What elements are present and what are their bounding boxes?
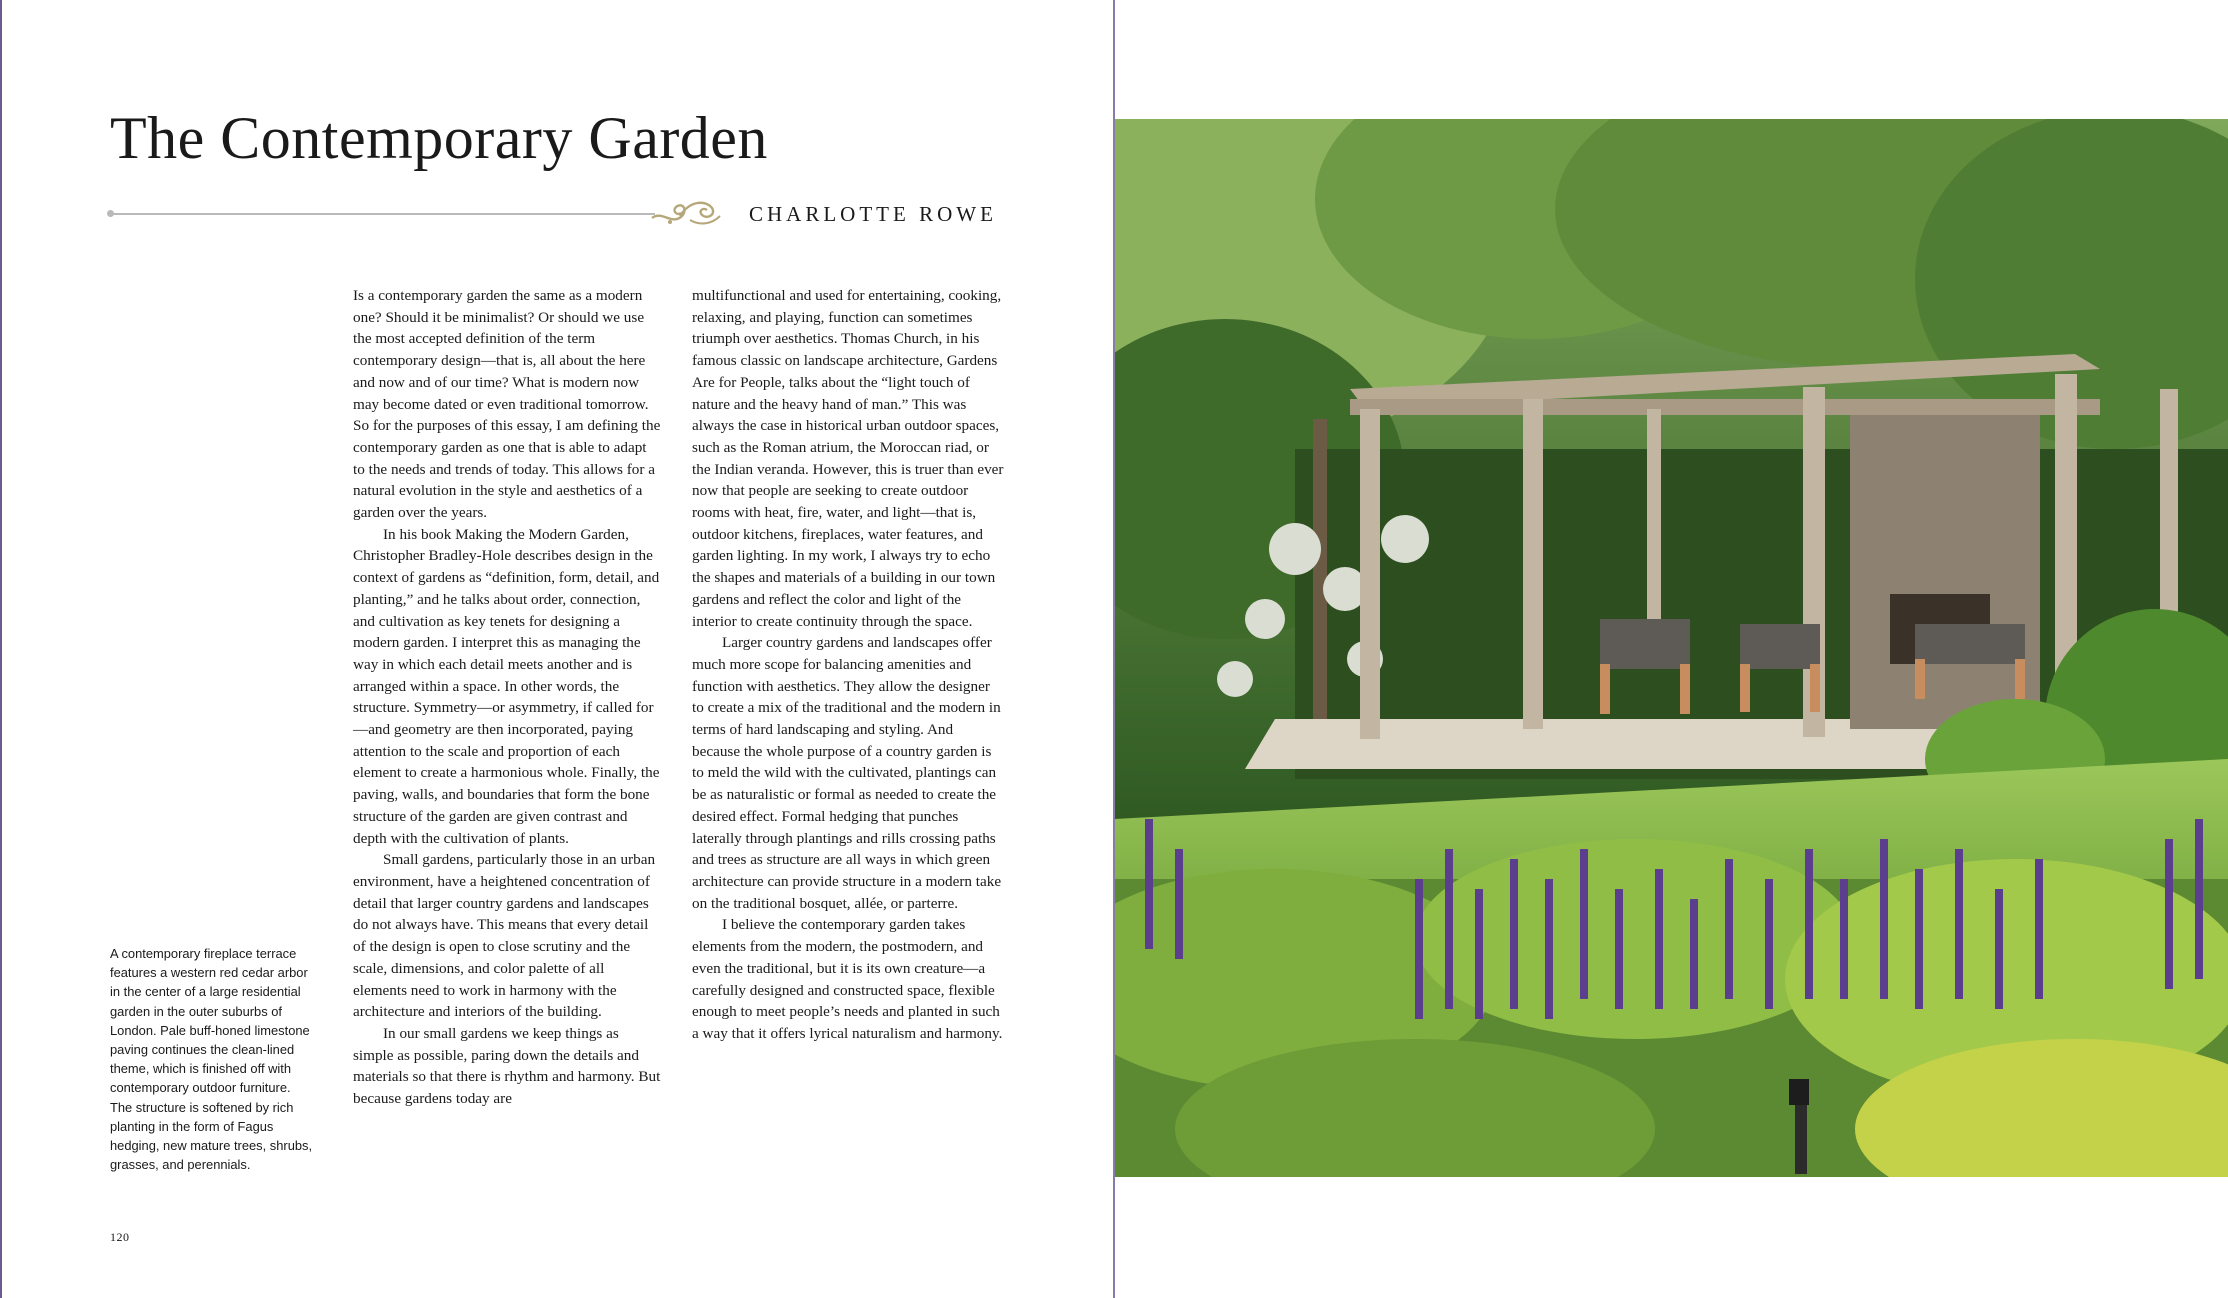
body-column-2 (692, 285, 1004, 1045)
paragraph: In our small gardens we keep things as simple as possible, paring down the details and materials so that there is rhythm and harmony. But because gardens today are (353, 1024, 661, 1108)
paragraph: Is a contemporary garden the same as a modern one? Should it be minimalist? Or should we use the most accepted definition of the term contemporary design—that is, all about the here and now and of our time? What is modern now may become dated or even traditional tomorrow. So for the purposes of this essay, I am defining the contemporary garden as one that is able to adapt to the needs and trends of today. This allows for a natural evolution in the style and aesthetics of a garden over the years. (353, 287, 661, 522)
title-rule (110, 213, 655, 215)
garden-photo (1115, 119, 2228, 1177)
left-page (0, 0, 1113, 1298)
paragraph: I believe the contemporary garden takes elements from the modern, the postmodern, and even the traditional, but it is its own creature—a carefully designed and constructed space, flexible enough to meet people’s needs and planted in such a way that it offers lyrical naturalism and harmony. (692, 916, 1003, 1042)
page-number: 120 (110, 1230, 130, 1244)
paragraph: Larger country gardens and landscapes offer much more scope for balancing amenities and function with aesthetics. They allow the designer to create a mix of the traditional and the modern in terms of hard landscaping and styling. And because the whole purpose of a country garden is to meld the wild with the cultivated, plantings can be as naturalistic or formal as needed to create the desired effect. Formal hedging that punches laterally through plantings and rills crossing paths and trees as structure are all ways in which green architecture can provide structure in a modern take on the traditional bosquet, allée, or parterre. (692, 634, 1002, 912)
page-title: The Contemporary Garden (110, 105, 768, 171)
paragraph: Small gardens, particularly those in an urban environment, have a heightened concentration of detail that larger country gardens and landscapes do not always have. This means that every detail of the design is open to close scrutiny and the scale, dimensions, and color palette of all elements need to work in harmony with the architecture and interiors of the building. (353, 851, 656, 1021)
photo-caption (110, 944, 315, 1174)
flourish-ornament-icon (650, 196, 722, 230)
body-column-1 (353, 285, 661, 1110)
paragraph: multifunctional and used for entertaining, cooking, relaxing, and playing, function can sometimes triumph over aesthetics. Thomas Church, in his famous classic on landscape architecture, Gardens Are for People, talks about the “light touch of nature and the heavy hand of man.” This was always the case in historical urban outdoor spaces, such as the Roman atrium, the Moroccan riad, or the Indian veranda. However, this is truer than ever now that people are seeking to create outdoor rooms with heat, fire, water, and light—that is, outdoor kitchens, fireplaces, water features, and garden lighting. In my work, I always try to echo the shapes and materials of a building in our town gardens and reflect the color and light of the interior to create continuity through the space. (692, 287, 1004, 630)
paragraph: In his book Making the Modern Garden, Christopher Bradley-Hole describes design in the context of gardens as “definition, form, detail, and planting,” and he talks about order, connection, and cultivation as key tenets for designing a modern garden. I interpret this as managing the way in which each detail meets another and is arranged within a space. In other words, the structure. Symmetry—or asymmetry, if called for—and geometry are then incorporated, paying attention to the scale and proportion of each element to create a harmonious whole. Finally, the paving, walls, and boundaries that form the bone structure of the garden are given contrast and depth with the cultivation of plants. (353, 525, 660, 847)
author-byline: CHARLOTTE ROWE (749, 202, 997, 226)
caption-text: A contemporary fireplace terrace features a western red cedar arbor in the center of a large residential garden in the outer suburbs of London. Pale buff-honed limestone paving continues the clean-lined theme, which is finished off with contemporary outdoor furniture. The structure is softened by rich planting in the form of Fagus hedging, new mature trees, shrubs, grasses, and perennials. (110, 946, 313, 1173)
